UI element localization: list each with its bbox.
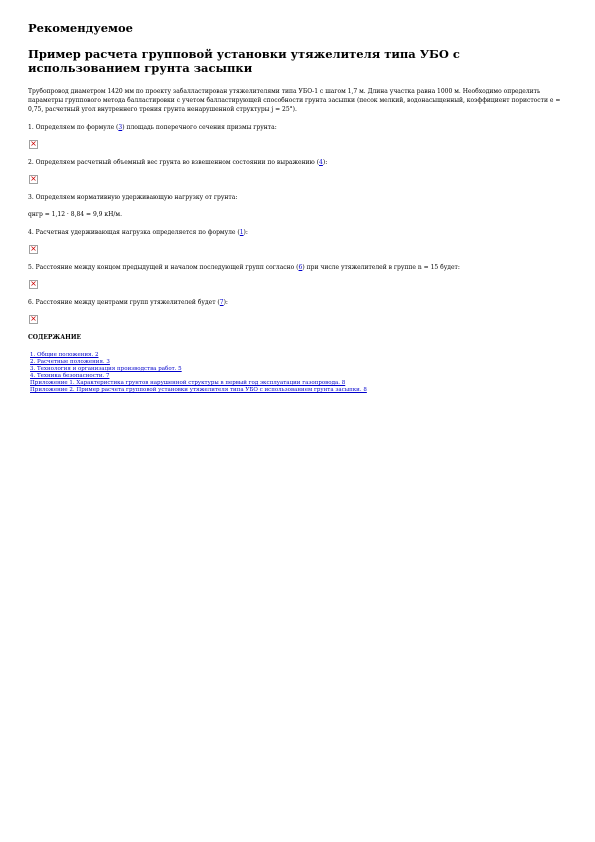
broken-image-icon [29, 315, 38, 324]
step-4-text: 4. Расчетная удерживающая нагрузка определяется по формуле ( [28, 229, 240, 236]
broken-image-icon [29, 245, 38, 254]
toc-item [30, 380, 561, 387]
step-5 [28, 263, 561, 272]
page-title: Пример расчета групповой установки утяжелителя типа УБО с использованием грунта засыпки [28, 47, 460, 75]
step-6-text: 6. Расстояние между центрами групп утяжелителей будет ( [28, 299, 220, 306]
formula-text: qнгр = 1,12 · 8,84 = 9,9 кН/м. [28, 211, 122, 218]
toc-link-appendix-1[interactable]: Приложение 1. Характеристика грунтов нарушенной структуры в первый год эксплуатации газопровода. 8 [30, 380, 346, 386]
broken-image-icon [29, 280, 38, 289]
toc-link-safety[interactable]: 4. Техника безопасности. 7 [30, 373, 110, 379]
step-5-text: 5. Расстояние между концом предыдущей и началом последующей групп согласно ( [28, 264, 299, 271]
step-1-text: 1. Определяем по формуле ( [28, 124, 119, 131]
step-2-text-end: ): [322, 159, 328, 166]
formula-link-1[interactable]: 1 [239, 229, 244, 236]
step-5-text-end: ) при числе утяжелителей в группе n = 15 будет: [302, 264, 460, 271]
toc-item [30, 387, 561, 394]
toc-item [30, 359, 561, 366]
toc-item [30, 352, 561, 359]
step-3 [28, 193, 561, 202]
toc-item [30, 366, 561, 373]
step-6-text-end: ): [223, 299, 228, 306]
table-of-contents [30, 352, 561, 394]
step-4-text-end: ): [243, 229, 248, 236]
intro-paragraph: Трубопровод диаметром 1420 мм по проекту забалластирован утяжелителями типа УБО-1 с шагом 1,7 м. Длина участка равна 1000 м. Необходимо определить параметры группового метода балластировки с учетом балластирующей способности грунта засыпки (песок мелкий, водонасыщенный, коэффициент пористости e = 0,75, расчетный угол внутреннего трения грунта ненарушенной структуры j = 25°). [28, 88, 561, 113]
toc-link-calculation[interactable]: 2. Расчетные положения. 3 [30, 359, 110, 365]
recommended-label: Рекомендуемое [28, 21, 133, 35]
step-3-text: 3. Определяем нормативную удерживающую нагрузку от грунта: [28, 194, 238, 201]
broken-image-icon [29, 175, 38, 184]
toc-link-technology[interactable]: 3. Технология и организация производства работ. 5 [30, 366, 182, 372]
step-2 [28, 158, 561, 167]
toc-link-general[interactable]: 1. Общие положения. 2 [30, 352, 99, 358]
step-6 [28, 298, 561, 307]
step-1 [28, 123, 561, 132]
step-4 [28, 228, 561, 237]
toc-title: СОДЕРЖАНИЕ [28, 334, 82, 341]
formula-link-4[interactable]: 4 [319, 159, 323, 166]
toc-link-appendix-2[interactable]: Приложение 2. Пример расчета групповой установки утяжелителя типа УБО с использованием грунта засыпки. 8 [30, 387, 367, 393]
broken-image-icon [29, 140, 38, 149]
step-1-text-end: ) площадь поперечного сечения призмы грунта: [122, 124, 277, 131]
toc-item [30, 373, 561, 380]
step-2-text: 2. Определяем расчетный объемный вес грунта во взвешенном состоянии по выражению ( [28, 159, 320, 166]
formula-link-6[interactable]: 6 [298, 264, 303, 271]
formula-link-3[interactable]: 3 [118, 124, 123, 131]
formula-link-7[interactable]: 7 [219, 299, 224, 306]
